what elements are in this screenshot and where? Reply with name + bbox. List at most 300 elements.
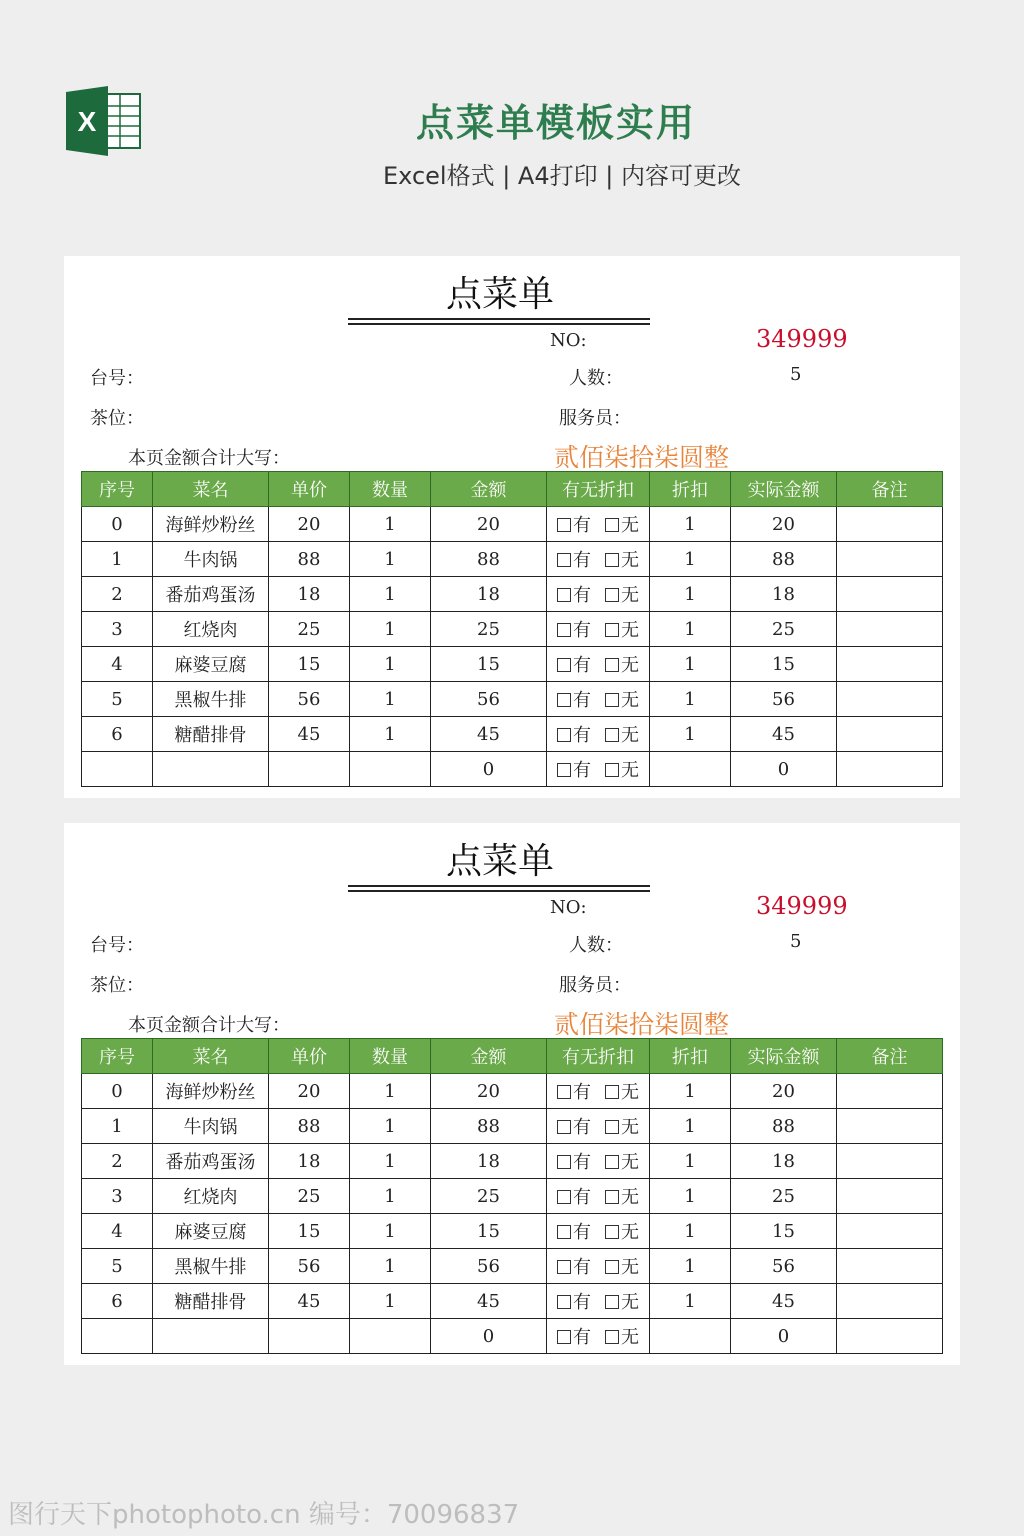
order-table (81, 471, 943, 787)
watermark: 图行天下photophoto.cn 编号：70096837 (8, 1500, 520, 1530)
table-cell: 56 (731, 1249, 837, 1284)
discount-checkbox[interactable] (557, 690, 591, 711)
table-cell: 红烧肉 (153, 1179, 269, 1214)
column-header: 金额 (431, 1039, 547, 1074)
table-cell (837, 1144, 943, 1179)
table-cell: 56 (431, 682, 547, 717)
column-header: 折扣 (650, 1039, 731, 1074)
table-cell: 1 (650, 647, 731, 682)
table-cell: 56 (269, 1249, 350, 1284)
checkbox-square[interactable] (605, 1155, 619, 1169)
checkbox-square[interactable] (605, 588, 619, 602)
table-cell: 15 (431, 1214, 547, 1249)
table-cell: 红烧肉 (153, 612, 269, 647)
checkbox-square[interactable] (605, 728, 619, 742)
table-cell: 1 (350, 1074, 431, 1109)
column-header: 菜名 (153, 472, 269, 507)
table-cell: 1 (350, 542, 431, 577)
table-cell: 1 (650, 682, 731, 717)
table-cell: 麻婆豆腐 (153, 1214, 269, 1249)
column-header: 序号 (82, 472, 153, 507)
checkbox-label: 无 (621, 655, 639, 676)
checkbox-square[interactable] (605, 658, 619, 672)
table-cell (837, 752, 943, 787)
discount-checkbox[interactable] (605, 515, 639, 536)
discount-checkbox-cell (547, 542, 650, 577)
checkbox-square[interactable] (557, 553, 571, 567)
table-cell: 糖醋排骨 (153, 1284, 269, 1319)
table-cell: 20 (731, 1074, 837, 1109)
table-cell: 20 (269, 507, 350, 542)
discount-checkbox[interactable] (557, 760, 591, 781)
discount-checkbox-cell (547, 1074, 650, 1109)
table-number-label: 台号： (90, 368, 144, 389)
page-subtitle: Excel格式 | A4打印 | 内容可更改 (383, 162, 741, 190)
checkbox-square[interactable] (605, 763, 619, 777)
table-cell: 20 (731, 507, 837, 542)
table-row (82, 507, 943, 542)
discount-checkbox[interactable] (557, 1187, 591, 1208)
column-header: 备注 (837, 472, 943, 507)
table-cell (837, 1074, 943, 1109)
table-cell: 56 (731, 682, 837, 717)
discount-checkbox[interactable] (557, 515, 591, 536)
table-cell: 1 (650, 507, 731, 542)
column-header: 数量 (350, 1039, 431, 1074)
discount-checkbox-cell (547, 1319, 650, 1354)
checkbox-label: 有 (573, 1222, 591, 1243)
table-cell: 18 (269, 1144, 350, 1179)
checkbox-square[interactable] (557, 1330, 571, 1344)
discount-checkbox-cell (547, 1179, 650, 1214)
checkbox-label: 无 (621, 690, 639, 711)
column-header: 实际金额 (731, 1039, 837, 1074)
table-cell: 88 (731, 542, 837, 577)
excel-logo-letter: X (77, 106, 97, 137)
table-cell: 0 (731, 1319, 837, 1354)
discount-checkbox[interactable] (557, 1082, 591, 1103)
table-cell: 56 (431, 1249, 547, 1284)
table-cell (350, 752, 431, 787)
table-cell: 88 (731, 1109, 837, 1144)
sheet-title: 点菜单 (445, 274, 554, 315)
column-header: 有无折扣 (547, 1039, 650, 1074)
table-cell (837, 612, 943, 647)
discount-checkbox[interactable] (557, 655, 591, 676)
checkbox-square[interactable] (557, 1260, 571, 1274)
table-cell: 6 (82, 717, 153, 752)
checkbox-label: 有 (573, 1082, 591, 1103)
waiter-label: 服务员： (559, 408, 631, 429)
checkbox-label: 有 (573, 585, 591, 606)
table-cell: 0 (731, 752, 837, 787)
checkbox-square[interactable] (557, 1190, 571, 1204)
column-header: 单价 (269, 472, 350, 507)
checkbox-label: 无 (621, 1327, 639, 1348)
table-cell: 糖醋排骨 (153, 717, 269, 752)
checkbox-label: 无 (621, 515, 639, 536)
table-cell: 5 (82, 682, 153, 717)
table-cell: 1 (650, 1284, 731, 1319)
table-cell: 3 (82, 1179, 153, 1214)
table-row (82, 647, 943, 682)
table-cell: 1 (650, 1214, 731, 1249)
order-sheet-2 (64, 823, 960, 1365)
checkbox-square[interactable] (605, 553, 619, 567)
checkbox-square[interactable] (605, 1295, 619, 1309)
table-cell: 1 (350, 1179, 431, 1214)
table-cell (837, 1284, 943, 1319)
order-table (81, 1038, 943, 1354)
order-no-label: NO: (550, 330, 587, 351)
checkbox-square[interactable] (557, 1085, 571, 1099)
table-cell (837, 1249, 943, 1284)
table-cell: 88 (431, 1109, 547, 1144)
table-cell: 18 (431, 1144, 547, 1179)
table-cell (837, 577, 943, 612)
people-count-value: 5 (790, 931, 802, 952)
table-cell: 1 (350, 647, 431, 682)
checkbox-label: 有 (573, 515, 591, 536)
checkbox-label: 无 (621, 1152, 639, 1173)
discount-checkbox[interactable] (605, 1082, 639, 1103)
checkbox-label: 有 (573, 620, 591, 641)
discount-checkbox[interactable] (605, 655, 639, 676)
checkbox-square[interactable] (605, 693, 619, 707)
table-cell (153, 752, 269, 787)
table-cell: 2 (82, 577, 153, 612)
table-cell: 1 (650, 1144, 731, 1179)
checkbox-square[interactable] (605, 1190, 619, 1204)
discount-checkbox[interactable] (605, 1222, 639, 1243)
table-cell: 海鲜炒粉丝 (153, 1074, 269, 1109)
column-header: 实际金额 (731, 472, 837, 507)
discount-checkbox[interactable] (605, 550, 639, 571)
table-cell: 2 (82, 1144, 153, 1179)
discount-checkbox[interactable] (557, 1222, 591, 1243)
table-cell: 45 (731, 717, 837, 752)
discount-checkbox-cell (547, 612, 650, 647)
table-cell: 6 (82, 1284, 153, 1319)
table-cell (82, 752, 153, 787)
table-row (82, 682, 943, 717)
table-cell: 3 (82, 612, 153, 647)
checkbox-square[interactable] (557, 728, 571, 742)
table-cell (153, 1319, 269, 1354)
table-cell: 45 (431, 717, 547, 752)
table-cell: 15 (269, 647, 350, 682)
table-cell: 牛肉锅 (153, 542, 269, 577)
checkbox-square[interactable] (557, 1225, 571, 1239)
discount-checkbox-cell (547, 752, 650, 787)
checkbox-square[interactable] (605, 1260, 619, 1274)
table-cell: 1 (350, 1144, 431, 1179)
discount-checkbox[interactable] (557, 1327, 591, 1348)
discount-checkbox-cell (547, 577, 650, 612)
column-header: 菜名 (153, 1039, 269, 1074)
table-row (82, 752, 943, 787)
discount-checkbox[interactable] (557, 620, 591, 641)
checkbox-square[interactable] (557, 518, 571, 532)
discount-checkbox[interactable] (557, 550, 591, 571)
table-row (82, 1319, 943, 1354)
discount-checkbox[interactable] (605, 1292, 639, 1313)
discount-checkbox[interactable] (605, 1117, 639, 1138)
table-cell (837, 717, 943, 752)
table-cell: 18 (431, 577, 547, 612)
table-cell: 1 (350, 1249, 431, 1284)
table-cell: 25 (731, 1179, 837, 1214)
table-cell: 18 (269, 577, 350, 612)
table-cell: 1 (650, 717, 731, 752)
checkbox-label: 有 (573, 1117, 591, 1138)
table-cell (837, 1179, 943, 1214)
table-cell (650, 752, 731, 787)
table-row (82, 542, 943, 577)
table-cell: 15 (269, 1214, 350, 1249)
table-cell (837, 647, 943, 682)
discount-checkbox[interactable] (557, 1292, 591, 1313)
table-cell: 15 (731, 1214, 837, 1249)
discount-checkbox-cell (547, 647, 650, 682)
table-row (82, 1179, 943, 1214)
table-cell: 1 (350, 1284, 431, 1319)
discount-checkbox[interactable] (605, 620, 639, 641)
table-cell: 1 (650, 1179, 731, 1214)
table-cell: 25 (269, 612, 350, 647)
table-cell: 1 (650, 1074, 731, 1109)
checkbox-label: 无 (621, 550, 639, 571)
table-cell: 0 (431, 752, 547, 787)
checkbox-square[interactable] (557, 1295, 571, 1309)
checkbox-label: 有 (573, 725, 591, 746)
checkbox-label: 有 (573, 1187, 591, 1208)
discount-checkbox[interactable] (605, 725, 639, 746)
checkbox-square[interactable] (605, 623, 619, 637)
discount-checkbox[interactable] (557, 1257, 591, 1278)
checkbox-square[interactable] (605, 1120, 619, 1134)
checkbox-square[interactable] (557, 1155, 571, 1169)
order-no-label: NO: (550, 897, 587, 918)
table-cell (837, 542, 943, 577)
checkbox-label: 无 (621, 1222, 639, 1243)
table-cell: 88 (431, 542, 547, 577)
checkbox-label: 无 (621, 760, 639, 781)
table-cell: 25 (731, 612, 837, 647)
column-header: 折扣 (650, 472, 731, 507)
checkbox-square[interactable] (605, 1330, 619, 1344)
table-cell: 20 (431, 507, 547, 542)
checkbox-square[interactable] (557, 623, 571, 637)
discount-checkbox[interactable] (605, 585, 639, 606)
table-cell: 15 (431, 647, 547, 682)
checkbox-label: 有 (573, 655, 591, 676)
people-count-label: 人数： (569, 368, 623, 389)
table-cell: 56 (269, 682, 350, 717)
table-cell (837, 1109, 943, 1144)
table-cell: 1 (350, 682, 431, 717)
table-cell: 番茄鸡蛋汤 (153, 577, 269, 612)
discount-checkbox[interactable] (605, 1257, 639, 1278)
table-cell: 18 (731, 1144, 837, 1179)
table-cell: 20 (269, 1074, 350, 1109)
table-cell: 1 (350, 1109, 431, 1144)
total-amount-words: 贰佰柒拾柒圆整 (554, 443, 730, 472)
table-cell (269, 752, 350, 787)
table-cell (837, 507, 943, 542)
table-cell: 45 (269, 1284, 350, 1319)
table-cell: 4 (82, 647, 153, 682)
table-cell: 1 (650, 542, 731, 577)
table-cell: 25 (269, 1179, 350, 1214)
table-row (82, 1214, 943, 1249)
discount-checkbox-cell (547, 1249, 650, 1284)
checkbox-square[interactable] (557, 1120, 571, 1134)
checkbox-label: 无 (621, 585, 639, 606)
people-count-value: 5 (790, 364, 802, 385)
table-cell: 18 (731, 577, 837, 612)
page-title: 点菜单模板实用 (415, 101, 696, 145)
table-cell: 25 (431, 1179, 547, 1214)
checkbox-label: 无 (621, 1292, 639, 1313)
table-cell: 0 (431, 1319, 547, 1354)
people-count-label: 人数： (569, 935, 623, 956)
seat-label: 茶位： (90, 975, 144, 996)
table-row (82, 612, 943, 647)
table-cell: 45 (731, 1284, 837, 1319)
discount-checkbox-cell (547, 1214, 650, 1249)
sheet-title: 点菜单 (445, 841, 554, 882)
table-cell: 1 (650, 1109, 731, 1144)
checkbox-square[interactable] (557, 658, 571, 672)
table-row (82, 1074, 943, 1109)
table-cell: 1 (350, 612, 431, 647)
checkbox-label: 无 (621, 725, 639, 746)
seat-label: 茶位： (90, 408, 144, 429)
table-cell: 1 (350, 507, 431, 542)
checkbox-square[interactable] (557, 763, 571, 777)
total-amount-label: 本页金额合计大写： (128, 448, 290, 469)
column-header: 有无折扣 (547, 472, 650, 507)
table-cell: 1 (82, 1109, 153, 1144)
table-cell (837, 1319, 943, 1354)
table-cell: 牛肉锅 (153, 1109, 269, 1144)
discount-checkbox-cell (547, 507, 650, 542)
checkbox-square[interactable] (557, 693, 571, 707)
table-cell: 88 (269, 1109, 350, 1144)
checkbox-label: 有 (573, 550, 591, 571)
table-cell: 88 (269, 542, 350, 577)
table-cell (837, 682, 943, 717)
table-cell: 5 (82, 1249, 153, 1284)
checkbox-label: 无 (621, 1257, 639, 1278)
discount-checkbox-cell (547, 682, 650, 717)
order-sheet-1 (64, 256, 960, 798)
table-cell: 25 (431, 612, 547, 647)
checkbox-label: 无 (621, 1082, 639, 1103)
table-cell: 0 (82, 507, 153, 542)
table-cell: 1 (82, 542, 153, 577)
discount-checkbox[interactable] (557, 1117, 591, 1138)
table-cell: 45 (431, 1284, 547, 1319)
table-row (82, 1144, 943, 1179)
checkbox-label: 有 (573, 1257, 591, 1278)
checkbox-square[interactable] (605, 1085, 619, 1099)
table-cell: 1 (650, 612, 731, 647)
discount-checkbox[interactable] (605, 1187, 639, 1208)
table-cell: 黑椒牛排 (153, 1249, 269, 1284)
table-cell: 1 (350, 717, 431, 752)
checkbox-square[interactable] (557, 588, 571, 602)
table-cell: 1 (350, 1214, 431, 1249)
checkbox-label: 有 (573, 1152, 591, 1173)
table-cell (837, 1214, 943, 1249)
discount-checkbox[interactable] (605, 1152, 639, 1173)
table-cell: 4 (82, 1214, 153, 1249)
order-no-value: 349999 (756, 892, 848, 920)
checkbox-label: 无 (621, 1187, 639, 1208)
waiter-label: 服务员： (559, 975, 631, 996)
column-header: 金额 (431, 472, 547, 507)
table-header-row (82, 1039, 943, 1074)
table-number-label: 台号： (90, 935, 144, 956)
table-cell: 20 (431, 1074, 547, 1109)
discount-checkbox[interactable] (557, 1152, 591, 1173)
column-header: 数量 (350, 472, 431, 507)
table-cell (82, 1319, 153, 1354)
table-cell (350, 1319, 431, 1354)
table-cell: 黑椒牛排 (153, 682, 269, 717)
column-header: 单价 (269, 1039, 350, 1074)
discount-checkbox-cell (547, 1109, 650, 1144)
table-cell: 1 (650, 577, 731, 612)
column-header: 序号 (82, 1039, 153, 1074)
table-cell: 0 (82, 1074, 153, 1109)
total-amount-label: 本页金额合计大写： (128, 1015, 290, 1036)
table-cell (650, 1319, 731, 1354)
checkbox-square[interactable] (605, 1225, 619, 1239)
table-cell: 1 (350, 577, 431, 612)
total-amount-words: 贰佰柒拾柒圆整 (554, 1010, 730, 1039)
title-underline (348, 885, 650, 892)
discount-checkbox-cell (547, 1284, 650, 1319)
checkbox-label: 有 (573, 1327, 591, 1348)
table-row (82, 1249, 943, 1284)
discount-checkbox-cell (547, 717, 650, 752)
checkbox-square[interactable] (605, 518, 619, 532)
checkbox-label: 有 (573, 690, 591, 711)
discount-checkbox[interactable] (605, 690, 639, 711)
table-row (82, 577, 943, 612)
table-row (82, 717, 943, 752)
table-row (82, 1109, 943, 1144)
table-cell: 1 (650, 1249, 731, 1284)
checkbox-label: 有 (573, 760, 591, 781)
table-cell: 45 (269, 717, 350, 752)
title-underline (348, 318, 650, 325)
discount-checkbox[interactable] (605, 760, 639, 781)
checkbox-label: 无 (621, 620, 639, 641)
table-cell: 海鲜炒粉丝 (153, 507, 269, 542)
checkbox-label: 无 (621, 1117, 639, 1138)
table-cell: 15 (731, 647, 837, 682)
table-cell: 麻婆豆腐 (153, 647, 269, 682)
table-cell (269, 1319, 350, 1354)
discount-checkbox-cell (547, 1144, 650, 1179)
discount-checkbox[interactable] (557, 725, 591, 746)
discount-checkbox[interactable] (605, 1327, 639, 1348)
discount-checkbox[interactable] (557, 585, 591, 606)
